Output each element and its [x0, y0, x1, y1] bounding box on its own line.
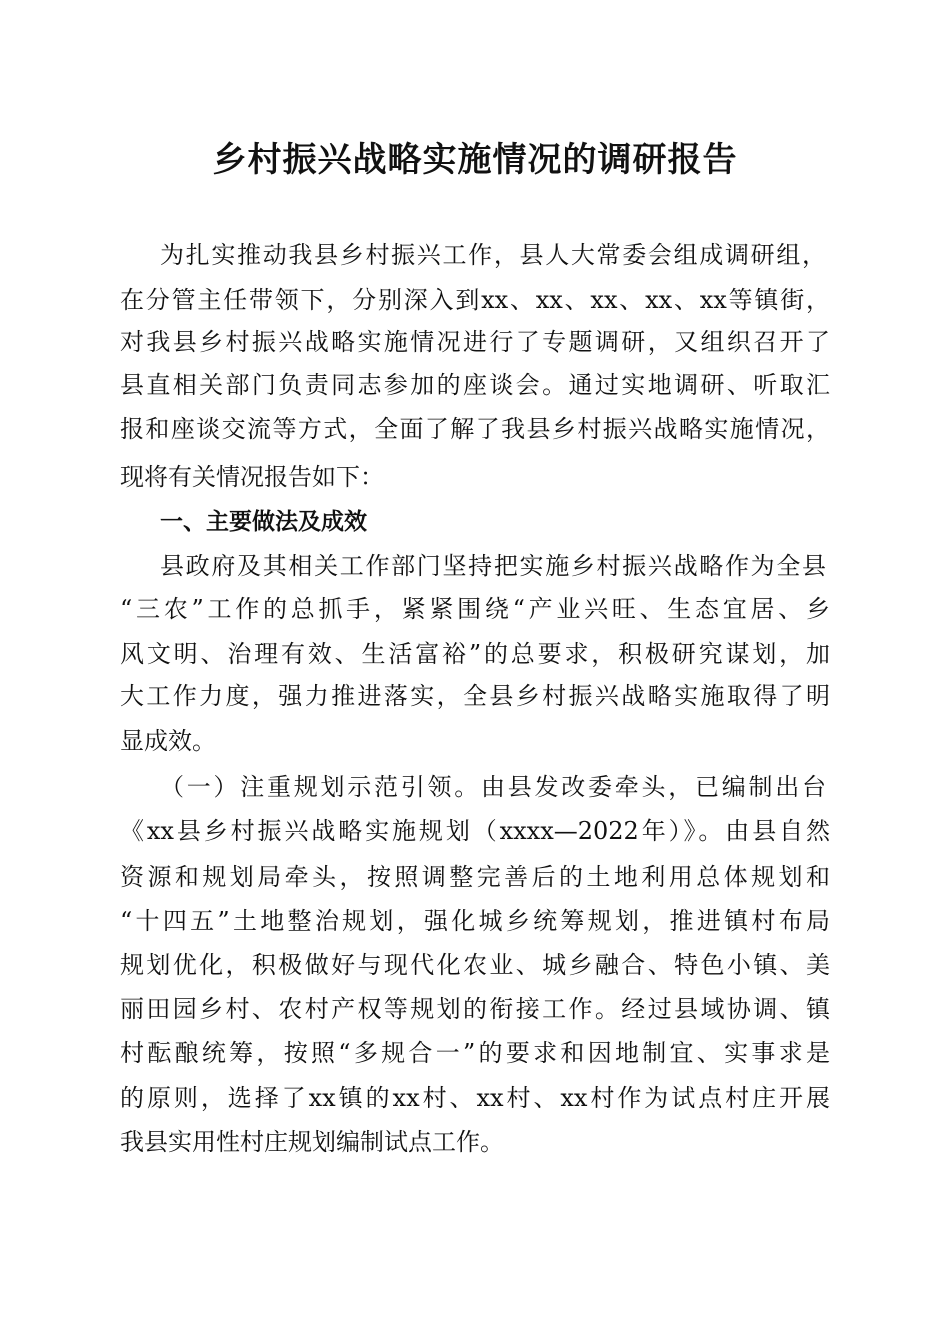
section1-line: 显成效。 [120, 727, 216, 755]
intro-line: 报和座谈交流等方式，全面了解了我县乡村振兴战略实施情况， [120, 415, 830, 443]
section1-line: 大工作力度，强力推进落实，全县乡村振兴战略实施取得了明 [120, 682, 830, 710]
section1-line: 风文明、治理有效、生活富裕”的总要求，积极研究谋划，加 [120, 640, 830, 668]
subsection1-line: 丽田园乡村、农村产权等规划的衔接工作。经过县域协调、镇 [120, 995, 830, 1023]
intro-line: 为扎实推动我县乡村振兴工作，县人大常委会组成调研组， [160, 241, 826, 269]
subsection1-line: 的原则，选择了xx镇的xx村、xx村、xx村作为试点村庄开展 [120, 1084, 830, 1112]
document-title: 乡村振兴战略实施情况的调研报告 [212, 140, 738, 180]
section1-line: “三农”工作的总抓手，紧紧围绕“产业兴旺、生态宜居、乡 [120, 595, 830, 623]
section-heading: 一、主要做法及成效 [160, 509, 367, 535]
intro-line: 对我县乡村振兴战略实施情况进行了专题调研，又组织召开了 [120, 328, 830, 356]
subsection1-line: 《xx县乡村振兴战略实施规划（xxxx—2022年）》。由县自然 [120, 817, 830, 845]
intro-line: 现将有关情况报告如下： [120, 463, 384, 491]
subsection1-line: 资源和规划局牵头，按照调整完善后的土地利用总体规划和 [120, 863, 830, 891]
subsection1-line: （一）注重规划示范引领。由县发改委牵头，已编制出台 [160, 773, 826, 801]
subsection1-line: “十四五”土地整治规划，强化城乡统筹规划，推进镇村布局 [120, 907, 830, 935]
section1-line: 县政府及其相关工作部门坚持把实施乡村振兴战略作为全县 [160, 552, 826, 580]
subsection1-line: 我县实用性村庄规划编制试点工作。 [120, 1128, 504, 1156]
intro-line: 在分管主任带领下，分别深入到xx、xx、xx、xx、xx等镇街， [120, 286, 830, 314]
intro-line: 县直相关部门负责同志参加的座谈会。通过实地调研、听取汇 [120, 371, 830, 399]
subsection1-line: 村酝酿统筹，按照“多规合一”的要求和因地制宜、实事求是 [120, 1039, 830, 1067]
subsection1-line: 规划优化，积极做好与现代化农业、城乡融合、特色小镇、美 [120, 951, 830, 979]
